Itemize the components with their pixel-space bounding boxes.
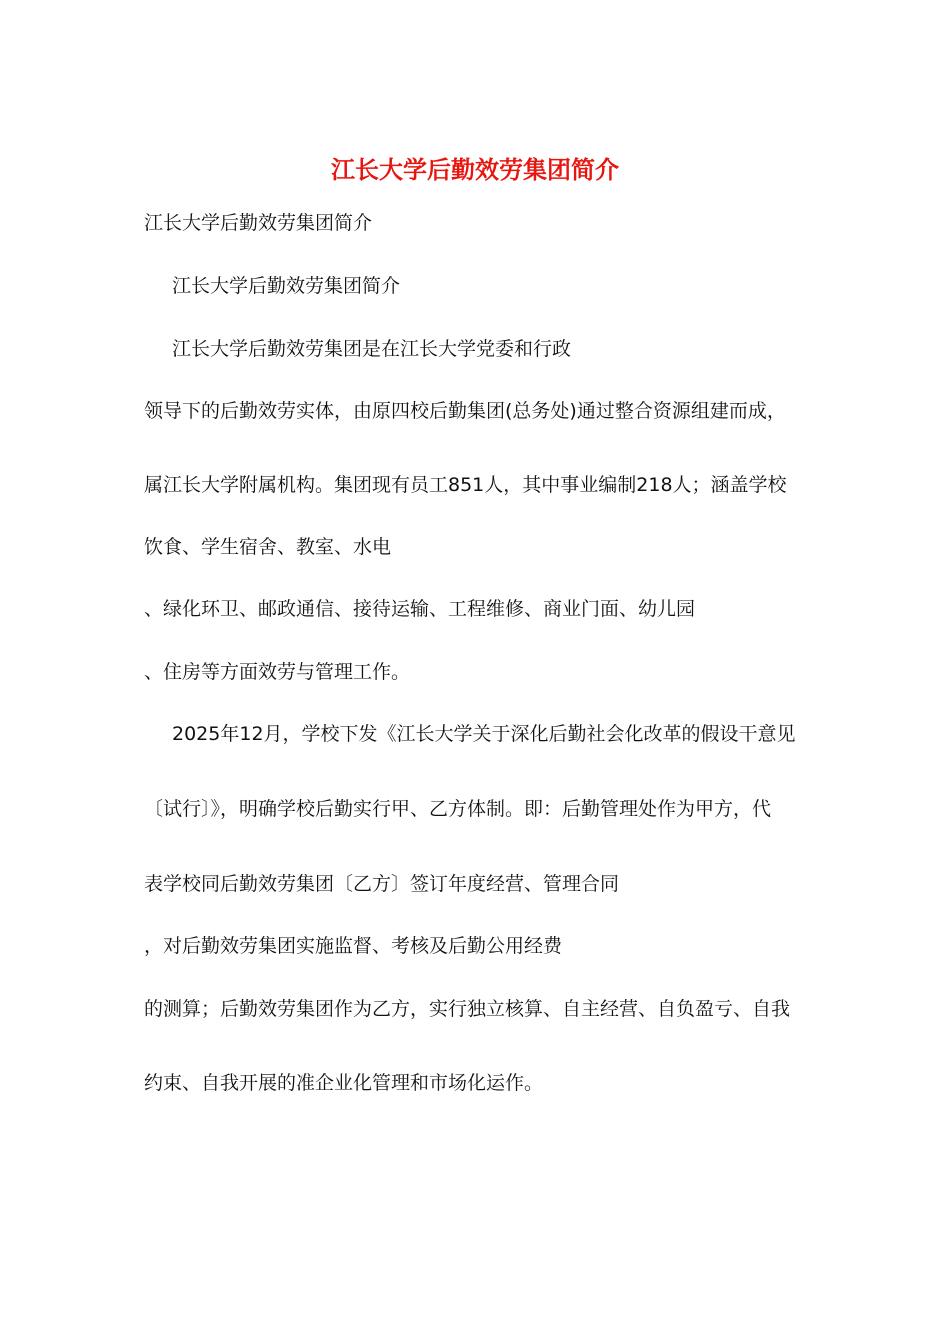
paragraph-line: 约束、自我开展的准企业化管理和市场化运作。 <box>144 1072 544 1094</box>
paragraph-line: 〔试行〕》，明确学校后勤实行甲、乙方体制。即：后勤管理处作为甲方，代 <box>144 798 772 820</box>
paragraph-line: 领导下的后勤效劳实体，由原四校后勤集团(总务处)通过整合资源组建而成， <box>144 400 786 422</box>
heading-line: 江长大学后勤效劳集团简介 <box>144 212 373 234</box>
paragraph-line: 、绿化环卫、邮政通信、接待运输、工程维修、商业门面、幼儿园 <box>144 598 696 620</box>
paragraph-line: 饮食、学生宿舍、教室、水电 <box>144 536 392 558</box>
paragraph-line: 、住房等方面效劳与管理工作。 <box>144 661 411 683</box>
paragraph-line: 江长大学后勤效劳集团是在江长大学党委和行政 <box>172 338 572 360</box>
paragraph-line: 的测算；后勤效劳集团作为乙方，实行独立核算、自主经营、自负盈亏、自我 <box>144 998 791 1020</box>
subheading-line: 江长大学后勤效劳集团简介 <box>172 275 401 297</box>
paragraph-line: ，对后勤效劳集团实施监督、考核及后勤公用经费 <box>144 935 563 957</box>
paragraph-line: 属江长大学附属机构。集团现有员工851人，其中事业编制218人；涵盖学校 <box>144 474 787 496</box>
paragraph-line: 2025年12月，学校下发《江长大学关于深化后勤社会化改革的假设干意见 <box>172 723 796 745</box>
paragraph-line: 表学校同后勤效劳集团〔乙方〕签订年度经营、管理合同 <box>144 873 620 895</box>
page-title: 江长大学后勤效劳集团简介 <box>331 155 619 184</box>
